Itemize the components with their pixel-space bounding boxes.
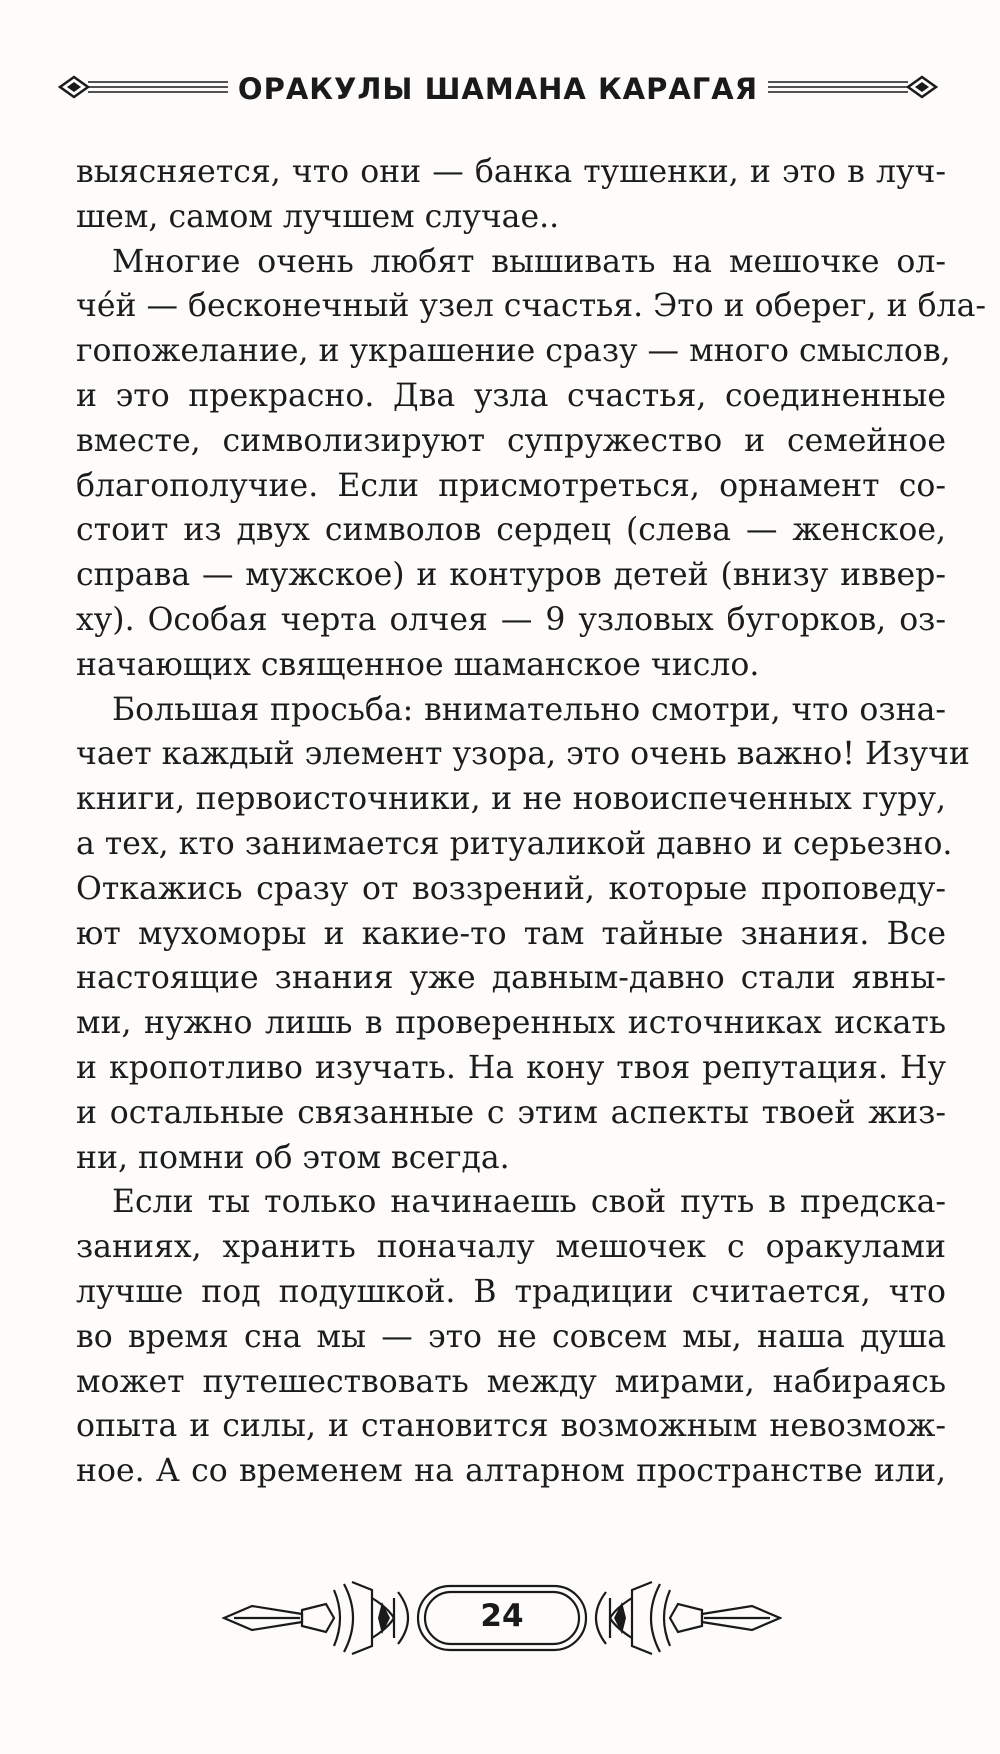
text-line: лучше под подушкой. В традиции считается, что [76,1273,946,1310]
text-line: гопожелание, и украшение сразу — много смыслов, [76,333,951,370]
text-line: а тех, кто занимается ритуаликой давно и серьезно. [76,825,953,862]
text-line: Большая просьба: внимательно смотри, что озна- [112,691,946,728]
text-line: чéй — бесконечный узел счастья. Это и оберег, и бла- [76,288,986,325]
text-line: ху). Особая черта олчея — 9 узловых бугорков, оз- [76,601,946,638]
text-line: вместе, символизируют супружество и семейное [76,422,946,459]
text-line: начающих священное шаманское число. [76,646,760,683]
text-line: и это прекрасно. Два узла счастья, соединенные [76,377,946,414]
text-line: ют мухоморы и какие-то там тайные знания. Все [76,915,946,952]
text-line: выясняется, что они — банка тушенки, и это в луч- [76,154,946,190]
text-line: справа — мужское) и контуров детей (внизу иввер- [76,557,946,594]
text-line: Многие очень любят вышивать на мешочке ол- [112,243,946,280]
text-line: благополучие. Если присмотреться, орнамент со- [76,467,946,504]
text-line: Если ты только начинаешь свой путь в предска- [112,1184,946,1221]
text-line: ни, помни об этом всегда. [76,1139,510,1176]
text-line: опыта и силы, и становится возможным невозмож- [76,1408,946,1445]
text-line: и остальные связанные с этим аспекты твоей жиз- [76,1094,946,1131]
text-line: книги, первоисточники, и не новоиспеченных гуру, [76,781,946,818]
running-title: ОРАКУЛЫ ШАМАНА КАРАГАЯ [58,72,938,106]
body-text [76,150,986,1494]
page-footer [222,1568,782,1668]
text-line: чает каждый элемент узора, это очень важно! Изучи [76,736,970,773]
text-line: и кропотливо изучать. На кону твоя репутация. Ну [76,1049,946,1086]
text-line: стоит из двух символов сердец (слева — женское, [76,512,946,549]
text-line: Откажись сразу от воззрений, которые проповеду- [76,870,946,907]
text-line: шем, самом лучшем случае.. [76,198,560,235]
text-line: во время сна мы — это не совсем мы, наша душа [76,1318,946,1355]
text-line: заниях, хранить поначалу мешочек с оракулами [76,1229,946,1266]
running-header [58,64,938,112]
text-line: ми, нужно лишь в проверенных источниках искать [76,1005,946,1042]
text-line: ное. А со временем на алтарном пространстве или, [76,1453,946,1490]
text-line: настоящие знания уже давным-давно стали явны- [76,960,946,997]
page-number: 24 [480,1598,524,1634]
text-line: может путешествовать между мирами, набираясь [76,1363,946,1400]
